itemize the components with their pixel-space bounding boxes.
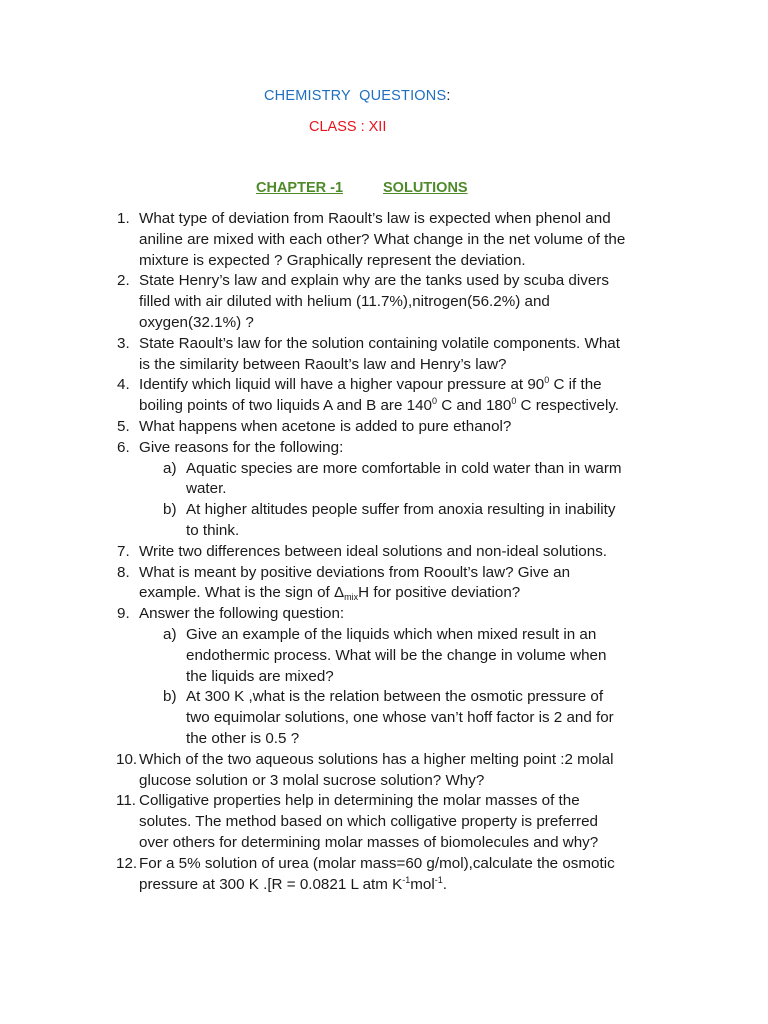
question-line: State Henry’s law and explain why are the tanks used by scuba divers (139, 272, 609, 290)
question-line: What type of deviation from Raoult’s law is expected when phenol and (139, 210, 611, 227)
chapter-number: CHAPTER -1 (256, 180, 344, 196)
question-line (139, 396, 679, 417)
question-number: 9. (117, 605, 130, 623)
question-line: What is meant by positive deviations from Rooult’s law? Give an (139, 563, 571, 581)
question-number: 7. (117, 542, 130, 560)
title-text: CHEMISTRY QUESTIONS (264, 88, 447, 104)
question-line (139, 583, 679, 604)
question-line: is the similarity between Raoult’s law and Henry’s law? (139, 355, 507, 373)
question-number: 11. (116, 792, 136, 810)
text-run: C if the (549, 376, 602, 394)
question-9 (0, 604, 679, 625)
sub-question-letter: a) (163, 625, 177, 643)
sub-question-letter: b) (163, 501, 177, 519)
question-line (139, 375, 679, 396)
sub-question-line: to think. (186, 521, 240, 539)
question-2 (0, 271, 679, 333)
superscript: 0 (544, 375, 550, 386)
question-12 (0, 854, 679, 896)
question-7 (0, 542, 679, 563)
question-number: 2. (117, 272, 130, 290)
text-run: C respectively. (516, 397, 620, 415)
question-line: oxygen(32.1%) ? (139, 313, 254, 331)
question-number: 10. (116, 750, 138, 768)
sub-question-6a (0, 459, 676, 501)
sub-question-line: At higher altitudes people suffer from anoxia resulting in inability (186, 501, 616, 519)
question-3 (0, 334, 679, 376)
question-line: glucose solution or 3 molal sucrose solution? Why? (139, 771, 485, 789)
sub-question-line: Aquatic species are more comfortable in cold water than in warm (186, 459, 622, 477)
question-5 (0, 417, 679, 438)
question-line: over others for determining molar masses of biomolecules and why? (139, 833, 599, 851)
superscript: -1 (434, 874, 443, 885)
question-line: Colligative properties help in determining the molar masses of the (139, 792, 580, 810)
sub-question-line: the liquids are mixed? (186, 667, 334, 685)
question-11 (0, 791, 679, 853)
sub-question-6b (0, 500, 676, 542)
chapter-name: SOLUTIONS (383, 180, 468, 196)
question-6 (0, 438, 679, 459)
sub-question-9a (0, 625, 676, 687)
question-line: Write two differences between ideal solutions and non-ideal solutions. (139, 542, 608, 560)
sub-question-letter: a) (163, 459, 177, 477)
sub-question-line: endothermic process. What will be the change in volume when (186, 646, 607, 664)
question-number: 4. (117, 376, 130, 394)
text-run: mol (410, 875, 435, 893)
question-list (0, 209, 768, 895)
sub-question-line: the other is 0.5 ? (186, 729, 300, 747)
question-line: aniline are mixed with each other? What change in the net volume of the (139, 230, 626, 248)
sub-question-letter: b) (163, 688, 177, 706)
question-10 (0, 750, 679, 792)
text-run: C and 180 (437, 397, 512, 415)
sub-question-9b (0, 687, 676, 749)
question-line: mixture is expected ? Graphically represent the deviation. (139, 251, 526, 269)
question-line: Which of the two aqueous solutions has a higher melting point :2 molal (139, 750, 614, 768)
question-4 (0, 375, 679, 417)
question-line: solutes. The method based on which colligative property is preferred (139, 813, 598, 831)
question-line: State Raoult’s law for the solution containing volatile components. What (139, 334, 620, 352)
text-run: H for positive deviation? (358, 584, 521, 602)
question-number: 12. (116, 854, 138, 872)
question-line: filled with air diluted with helium (11.7%),nitrogen(56.2%) and (139, 293, 550, 311)
question-line: Give reasons for the following: (139, 438, 344, 456)
title-colon: : (446, 88, 451, 104)
question-line: Answer the following question: (139, 605, 345, 623)
text-run: . (442, 875, 448, 893)
superscript: -1 (402, 874, 411, 885)
superscript: 0 (511, 396, 517, 407)
sub-question-line: At 300 K ,what is the relation between the osmotic pressure of (186, 688, 604, 706)
sub-question-line: two equimolar solutions, one whose van’t hoff factor is 2 and for (186, 709, 614, 727)
question-line (139, 875, 679, 896)
text-run: Identify which liquid will have a higher vapour pressure at 90 (139, 376, 545, 394)
sub-question-line: Give an example of the liquids which when mixed result in an (186, 625, 597, 643)
sub-question-line: water. (186, 480, 227, 498)
question-line: For a 5% solution of urea (molar mass=60 g/mol),calculate the osmotic (139, 854, 615, 872)
text-run: boiling points of two liquids A and B are 140 (139, 397, 432, 415)
question-number: 5. (117, 417, 130, 435)
superscript: 0 (431, 396, 437, 407)
question-number: 3. (117, 334, 130, 352)
text-run: example. What is the sign of Δ (139, 584, 345, 602)
question-8 (0, 563, 679, 605)
chapter-heading (256, 180, 468, 196)
question-line: What happens when acetone is added to pure ethanol? (139, 417, 512, 435)
question-number: 8. (117, 563, 130, 581)
page-title (264, 88, 451, 104)
question-number: 1. (117, 210, 130, 227)
text-run: pressure at 300 K .[R = 0.0821 L atm K (139, 875, 403, 893)
subscript: mix (344, 592, 359, 603)
question-number: 6. (117, 438, 130, 456)
question-1 (0, 209, 679, 271)
class-label: CLASS : XII (309, 119, 387, 135)
